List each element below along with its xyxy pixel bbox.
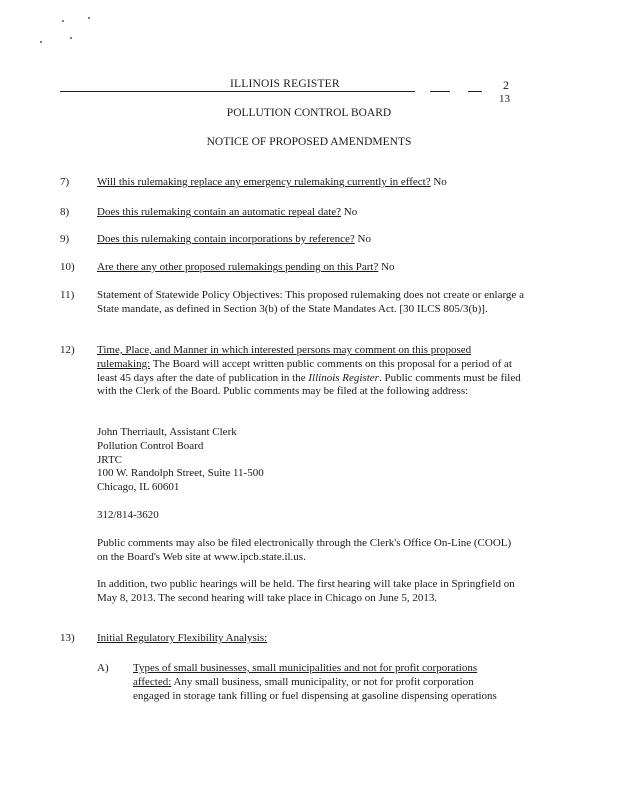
page-number: 2 <box>503 78 509 92</box>
item-number: 10) <box>60 261 75 273</box>
subitem-heading: Types of small businesses, small municipalities and not for profit corporations affected: <box>133 662 478 688</box>
comment-heading: Time, Place, and Manner in which interested persons may comment on this proposed rulemaking: <box>97 344 472 370</box>
subitem-label: A) <box>97 662 109 674</box>
item-number: 7) <box>60 176 70 188</box>
address-line: John Therriault, Assistant Clerk <box>97 426 237 438</box>
subitem-text: Any small business, small municipality, or not for profit corporation engaged in storage tank filling or fuel dispensing at gasoline dispensing operations <box>133 675 497 702</box>
header-rule-short <box>468 91 482 92</box>
answer-text: No <box>381 261 395 273</box>
scan-speck <box>40 41 42 43</box>
address-line: 100 W. Randolph Street, Suite 11-500 <box>97 467 264 480</box>
item-number: 9) <box>60 233 70 245</box>
item-number: 8) <box>60 206 70 218</box>
scan-speck <box>88 17 90 19</box>
section-heading: Initial Regulatory Flexibility Analysis: <box>97 632 268 644</box>
question-text: Are there any other proposed rulemakings pending on this Part? <box>97 261 379 273</box>
volume-number: 13 <box>499 93 510 105</box>
comment-text-cont: . Public comments must be filed with the Clerk of the Board. Public comments may be filed at the following address: <box>97 371 521 398</box>
phone-number: 312/814-3620 <box>97 509 159 521</box>
answer-text: No <box>433 176 447 188</box>
publication-name: Illinois Register <box>308 371 379 384</box>
hearings-text: In addition, two public hearings will be held. The first hearing will take place in Springfield on May 8, 2013. The second hearing will take place in Chicago on June 5, 2013. <box>97 578 515 604</box>
question-text: Will this rulemaking replace any emergency rulemaking currently in effect? <box>97 176 431 188</box>
answer-text: No <box>343 206 358 218</box>
item-number: 12) <box>60 344 75 356</box>
item-number: 13) <box>60 632 75 644</box>
register-title: ILLINOIS REGISTER <box>230 78 340 90</box>
comment-text: The Board will accept written public comments on this proposal for a period of at least 45 days after the date of publication in the <box>97 357 512 384</box>
address-line: JRTC <box>97 453 123 466</box>
header-rule-short <box>430 91 450 92</box>
scan-speck <box>70 37 72 39</box>
address-line: Chicago, IL 60601 <box>97 481 180 494</box>
agency-name: POLLUTION CONTROL BOARD <box>226 107 392 119</box>
question-text: Does this rulemaking contain incorporations by reference? <box>97 233 355 245</box>
policy-statement: Statement of Statewide Policy Objectives: This proposed rulemaking does not create or enlarge a State mandate, as defined in Section 3(b) of the State Mandates Act. [30 ILCS 805/3(b)]. <box>97 289 524 315</box>
electronic-filing-text: Public comments may also be filed electronically through the Clerk's Office On-Line (COOL) on the Board's Web site at www.ipcb.state.il.us. <box>97 537 512 563</box>
answer-text: No <box>357 233 371 245</box>
question-text: Does this rulemaking contain an automatic repeal date? <box>97 206 342 218</box>
address-block <box>97 426 264 495</box>
item-number: 11) <box>60 289 75 301</box>
scan-speck <box>62 20 64 22</box>
header-rule <box>60 91 415 92</box>
address-line: Pollution Control Board <box>97 439 204 452</box>
notice-title: NOTICE OF PROPOSED AMENDMENTS <box>206 136 412 148</box>
